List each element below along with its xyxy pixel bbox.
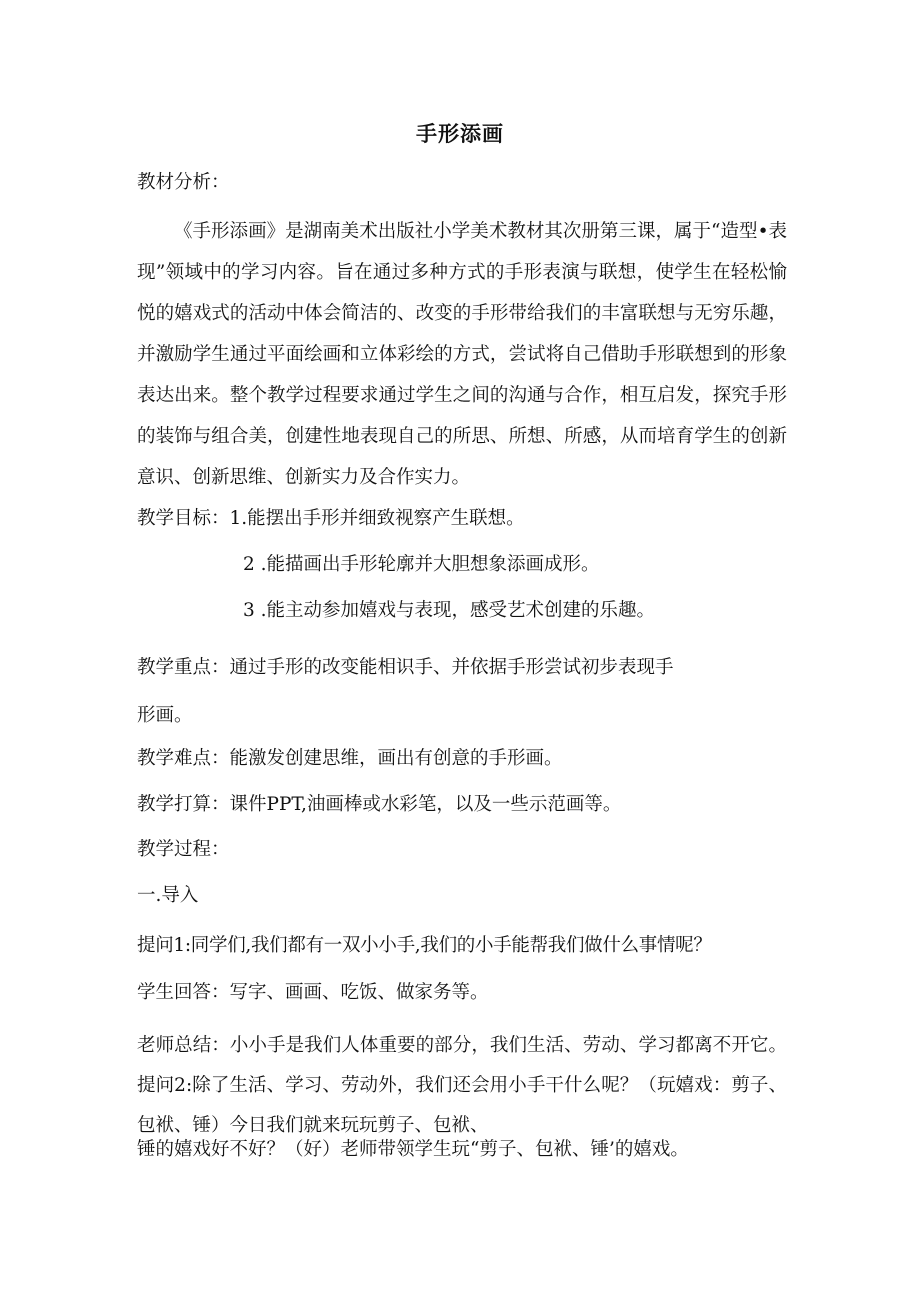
question-1: 提问1:同学们,我们都有一双小小手,我们的小手能帮我们做什么事情呢？: [137, 935, 712, 956]
teaching-difficulty: 教学难点：能激发创建思维，画出有创意的手形画。: [137, 748, 563, 769]
analysis-paragraph: 《手形添画》是湖南美术出版社小学美术教材其次册第三课，属于“造型•表现”领域中的学习内容。旨在通过多种方式的手形表演与联想，使学生在轻松愉悦的嬉戏式的活动中体会简洁的、改变的手形带给我们的丰富联想与无穷乐趣，并激励学生通过平面绘画和立体彩绘的方式，尝试将自己借助手形联想到的形象表达出来。整个教学过程要求通过学生之间的沟通与合作，相互启发，探究手形的装饰与组合美，创建性地表现自己的所思、所想、所感，从而培育学生的创新意识、创新思维、创新实力及合作实力。: [137, 221, 787, 488]
teacher-summary-last-line: 锤的嬉戏好不好？（好）老师带领学生玩“剪子、包袱、锤’的嬉戏。: [137, 1139, 689, 1160]
teacher-summary: 老师总结：小小手是我们人体重要的部分，我们生活、劳动、学习都离不开它。提问2:除了生活、学习、劳动外，我们还会用小手干什么呢？（玩嬉戏：剪子、包袱、锤）今日我们就来玩玩剪子、包袱、: [137, 1035, 787, 1136]
teaching-preparation: 教学打算：课件PPT,油画棒或水彩笔，以及一些示范画等。: [137, 794, 622, 815]
teaching-goal-3: 3 .能主动参加嬉戏与表现，感受艺术创建的乐趣。: [243, 600, 656, 621]
student-answer: 学生回答：写字、画画、吃饭、做家务等。: [137, 982, 489, 1003]
process-label: 教学过程：: [137, 839, 230, 860]
step-1-heading: 一.导入: [137, 885, 199, 906]
key-point-line-2: 形画。: [137, 705, 193, 726]
teaching-goal-2: 2 .能描画出手形轮廓并大胆想象添画成形。: [243, 554, 600, 575]
document-title: 手形添画: [416, 122, 504, 146]
section-label-analysis: 教材分析：: [137, 172, 230, 193]
key-point-line-1: 教学重点：通过手形的改变能相识手、并依据手形尝试初步表现手: [137, 657, 674, 678]
teaching-goals-line: 教学目标：1.能摆出手形并细致视察产生联想。: [137, 508, 525, 529]
